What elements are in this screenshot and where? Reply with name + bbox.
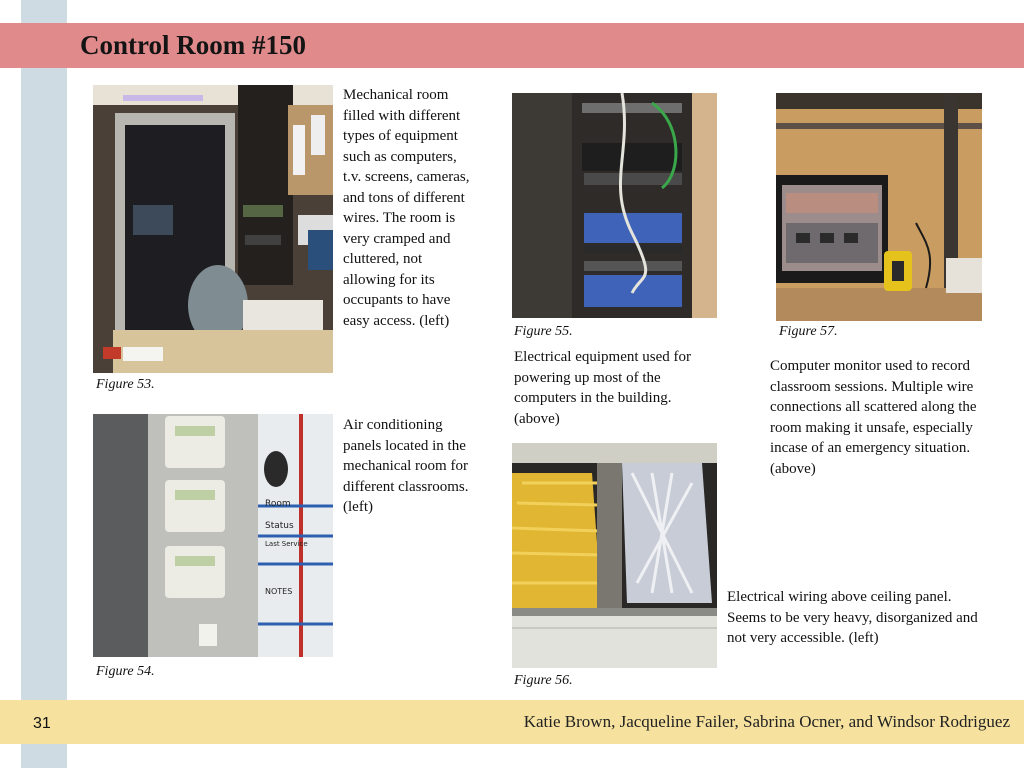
photo-computer-monitor <box>776 93 982 321</box>
figure-55-caption: Figure 55. <box>514 324 573 339</box>
figure-57-description: Computer monitor used to record classroom sessions. Multiple wire connections all scattered along the room making it unsafe, especially incase of an emergency situation. (above) <box>770 358 977 477</box>
whiteboard-status-label: Status <box>265 521 294 531</box>
photo-electrical-equipment <box>512 93 717 318</box>
figure-56-description: Electrical wiring above ceiling panel. Seems to be very heavy, disorganized and not very accessible. (left) <box>727 589 978 646</box>
figure-53-caption: Figure 53. <box>96 377 155 392</box>
whiteboard-last-service-label: Last Service <box>265 540 308 548</box>
photo-ceiling-wiring <box>512 443 717 668</box>
whiteboard-room-label: Room <box>265 499 291 509</box>
whiteboard-notes-label: NOTES <box>265 587 293 596</box>
figure-55-description: Electrical equipment used for powering up most of the computers in the building. (above) <box>514 349 692 427</box>
left-accent-bar <box>21 0 67 768</box>
figure-53-description: Mechanical room filled with different types of equipment such as computers, t.v. screens, cameras, and tons of different wires. The room is very cramped and cluttered, not allowing for its occupants to have easy access. (left) <box>343 87 470 329</box>
figure-54-caption: Figure 54. <box>96 664 155 679</box>
photo-mechanical-room <box>93 85 333 373</box>
photo-ac-panels <box>93 414 333 657</box>
slide-title: Control Room #150 <box>80 30 306 60</box>
figure-56-caption: Figure 56. <box>514 673 573 688</box>
page-number: 31 <box>33 715 51 732</box>
authors-footer: Katie Brown, Jacqueline Failer, Sabrina Ocner, and Windsor Rodriguez <box>523 712 1010 731</box>
figure-57-caption: Figure 57. <box>779 324 838 339</box>
figure-54-description: Air conditioning panels located in the mechanical room for different classrooms. (left) <box>343 417 469 515</box>
